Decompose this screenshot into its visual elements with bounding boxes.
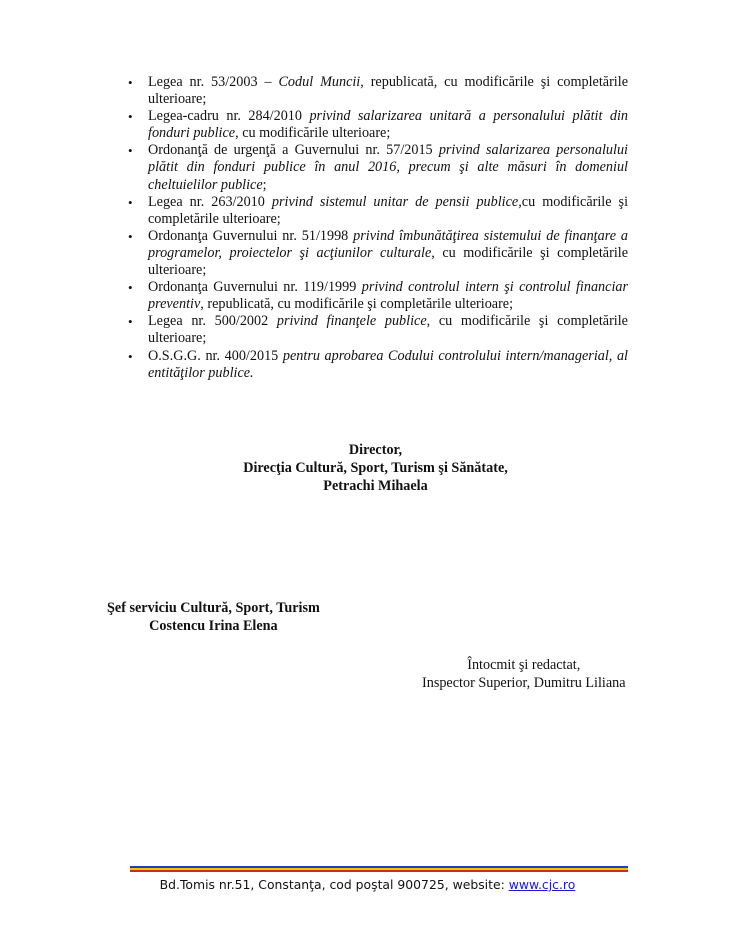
director-department: Direcţia Cultură, Sport, Turism şi Sănătate, <box>243 460 508 476</box>
list-item: • Legea nr. 263/2010 privind sistemul unitar de pensii publice,cu modificările şi completările ulterioare; <box>148 194 628 228</box>
list-item: • O.S.G.G. nr. 400/2015 pentru aprobarea Codului controlului intern/managerial, al entităţilor publice. <box>148 348 628 382</box>
footer-website-link[interactable]: www.cjc.ro <box>508 877 576 892</box>
redactat-title: Întocmit şi redactat, <box>467 657 581 673</box>
legal-basis-list <box>148 74 628 382</box>
sef-serviciu-signature-block <box>107 599 320 635</box>
list-item: • Legea-cadru nr. 284/2010 privind salarizarea unitară a personalului plătit din fonduri publice, cu modificările ulterioare; <box>148 108 628 142</box>
redactat-signature-block <box>422 656 626 692</box>
list-item: • Legea nr. 53/2003 – Codul Muncii, republicată, cu modificările şi completările ulterioare; <box>148 74 628 108</box>
footer-address-text: Bd.Tomis nr.51, Constanţa, cod poştal 900725, website: <box>159 877 509 892</box>
list-item: • Legea nr. 500/2002 privind finanţele publice, cu modificările şi completările ulterioare; <box>148 313 628 347</box>
list-item: • Ordonanţa Guvernului nr. 119/1999 privind controlul intern şi controlul financiar preventiv, republicată, cu modificările şi completările ulterioare; <box>148 279 628 313</box>
list-item: • Ordonanţa Guvernului nr. 51/1998 privind îmbunătăţirea sistemului de finanţare a programelor, proiectelor şi acţiunilor culturale, cu modificările şi completările ulterioare; <box>148 228 628 279</box>
footer-stripe-red <box>130 870 628 872</box>
footer-address <box>0 877 735 892</box>
sef-serviciu-title: Şef serviciu Cultură, Sport, Turism <box>107 600 320 616</box>
sef-serviciu-name: Costencu Irina Elena <box>149 618 278 634</box>
footer-tricolor-stripes <box>130 866 628 872</box>
list-item: • Ordonanţă de urgenţă a Guvernului nr. 57/2015 privind salarizarea personalului plătit din fonduri publice în anul 2016, precum şi alte măsuri în domeniul cheltuielilor publice; <box>148 142 628 193</box>
director-title: Director, <box>348 442 403 458</box>
redactat-name: Inspector Superior, Dumitru Liliana <box>422 675 626 691</box>
director-name: Petrachi Mihaela <box>323 478 428 494</box>
director-signature-block <box>0 441 735 495</box>
